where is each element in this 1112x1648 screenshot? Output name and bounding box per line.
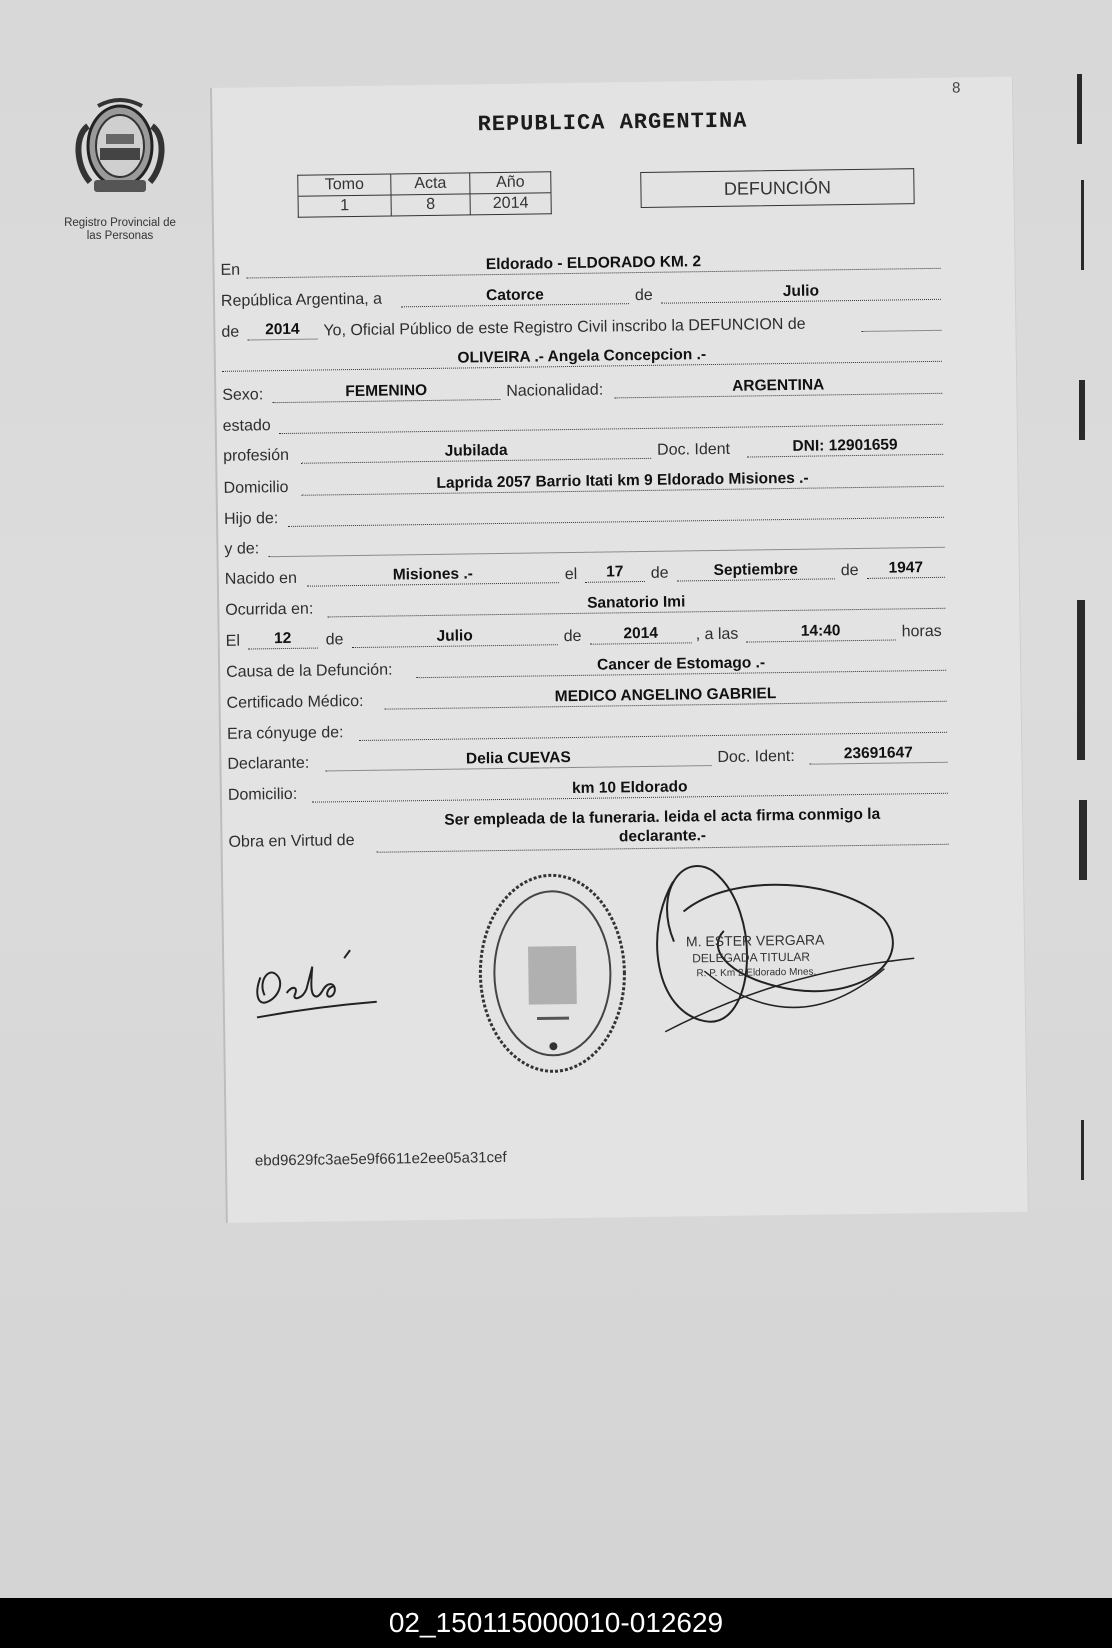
republica-label: República Argentina, a [220, 290, 383, 310]
officer-office: R. P. Km 2 Eldorado Mnes. [696, 966, 817, 980]
document-hash: ebd9629fc3ae5e9f6611e2ee05a31cef [254, 1148, 507, 1170]
death-day-field: 12 [248, 630, 318, 650]
acta-value: 8 [391, 194, 470, 216]
nacionalidad-field: ARGENTINA [614, 375, 942, 399]
death-time-field: 14:40 [746, 621, 896, 642]
row-medical-certificate [226, 683, 946, 715]
record-number-table [297, 171, 552, 218]
registry-logo-block [48, 96, 192, 243]
place-field: Eldorado - ELDORADO KM. 2 [246, 250, 940, 279]
birthplace-field: Misiones .- [307, 564, 559, 587]
de-death-year-label: de [563, 627, 582, 646]
birth-year-field: 1947 [867, 559, 945, 579]
estado-field [279, 406, 943, 434]
conyuge-field [359, 714, 947, 741]
ano-value: 2014 [470, 193, 551, 215]
row-occurred-at [225, 590, 945, 622]
officer-role: DELEGADA TITULAR [692, 949, 811, 966]
row-registration-date [221, 281, 941, 313]
death-certificate-sheet [210, 77, 1029, 1223]
birth-month-field: Septiembre [677, 560, 835, 581]
yo-statement: Yo, Oficial Público de este Registro Civil inscribo la DEFUNCION de [323, 315, 806, 340]
declarante-doc-label: Doc. Ident: [717, 747, 795, 766]
declarante-field: Delia CUEVAS [325, 747, 711, 771]
domicilio2-field: km 10 Eldorado [312, 775, 948, 803]
birth-day-field: 17 [585, 563, 645, 583]
ocurrida-field: Sanatorio Imi [327, 590, 945, 618]
doc-ident-field: DNI: 12901659 [747, 436, 943, 458]
certificado-label: Certificado Médico: [226, 692, 364, 712]
row-place [220, 250, 940, 282]
registration-month-field: Julio [661, 281, 941, 304]
doc-ident-label: Doc. Ident [656, 440, 731, 459]
alas-label: , a las [695, 625, 739, 644]
row-registration-year [221, 312, 941, 344]
certificado-field: MEDICO ANGELINO GABRIEL [384, 683, 946, 710]
de-birth-year-label: de [840, 561, 859, 580]
de-label: de [634, 286, 653, 305]
row-deceased-name [222, 343, 942, 375]
nacionalidad-label: Nacionalidad: [506, 381, 604, 400]
obra-field: Ser empleada de la funeraria. leida el acta firma conmigo la declarante.- [376, 804, 949, 853]
de-death-label: de [325, 631, 344, 649]
document-id-bar: 02_150115000010-012629 [0, 1598, 1112, 1648]
estado-label: estado [222, 417, 271, 435]
death-month-field: Julio [352, 626, 558, 648]
en-label: En [220, 261, 241, 279]
deceased-name-field: OLIVEIRA .- Angela Concepcion .- [222, 343, 942, 372]
row-profession [223, 436, 943, 468]
tomo-value: 1 [298, 195, 391, 217]
officer-name: M. ESTER VERGARA [685, 931, 825, 950]
registration-year-field: 2014 [247, 321, 317, 341]
declarant-signature-icon [246, 935, 397, 1027]
row-declarant-address [228, 775, 948, 807]
profesion-label: profesión [223, 446, 290, 465]
profesion-field: Jubilada [301, 440, 651, 464]
ano-header: Año [470, 172, 551, 194]
sexo-label: Sexo: [222, 386, 264, 404]
domicilio2-label: Domicilio: [227, 785, 298, 804]
act-type-box: DEFUNCIÓN [640, 168, 914, 208]
hijo-label: Hijo de: [223, 510, 279, 528]
de-year-label: de [221, 323, 240, 341]
acta-header: Acta [391, 173, 470, 195]
de-birth-label: de [650, 564, 669, 582]
ocurrida-label: Ocurrida en: [225, 600, 314, 619]
yde-field [268, 529, 944, 557]
country-title: REPUBLICA ARGENTINA [477, 108, 748, 138]
registration-day-field: Catorce [401, 285, 629, 307]
declarante-doc-field: 23691647 [809, 744, 947, 765]
sexo-field: FEMENINO [272, 381, 500, 403]
row-estado [223, 406, 943, 438]
hijo-field [288, 499, 944, 527]
el-label: el [564, 565, 578, 584]
provincial-crest-icon [70, 96, 170, 200]
row-and-of [224, 529, 944, 561]
row-child-of [224, 499, 944, 531]
death-year-field: 2014 [590, 624, 692, 644]
row-sex-nationality [222, 375, 942, 407]
row-declarant [227, 744, 947, 776]
registry-label: Registro Provincial de las Personas [64, 217, 176, 242]
registry-seal-icon [471, 867, 634, 1079]
horas-label: horas [901, 622, 942, 641]
causa-label: Causa de la Defunción: [226, 661, 393, 681]
nacido-label: Nacido en [224, 569, 298, 588]
row-address [223, 468, 943, 500]
el-death-label: El [225, 632, 241, 650]
row-birth [225, 559, 945, 591]
row-cause [226, 652, 946, 684]
conyuge-label: Era cónyuge de: [226, 724, 344, 743]
row-spouse [227, 714, 947, 746]
obra-label: Obra en Virtud de [228, 832, 355, 851]
causa-field: Cancer de Estomago .- [416, 652, 946, 678]
scan-edge-artifacts [1075, 60, 1105, 1220]
row-death-date [226, 621, 950, 653]
yo-trailing-field [861, 312, 941, 332]
tomo-header: Tomo [298, 174, 391, 196]
yde-label: y de: [224, 540, 260, 558]
domicilio-field: Laprida 2057 Barrio Itati km 9 Eldorado Misiones .- [301, 468, 943, 496]
declarante-label: Declarante: [227, 754, 310, 773]
page-number: 8 [951, 79, 961, 97]
domicilio-label: Domicilio [223, 478, 289, 497]
